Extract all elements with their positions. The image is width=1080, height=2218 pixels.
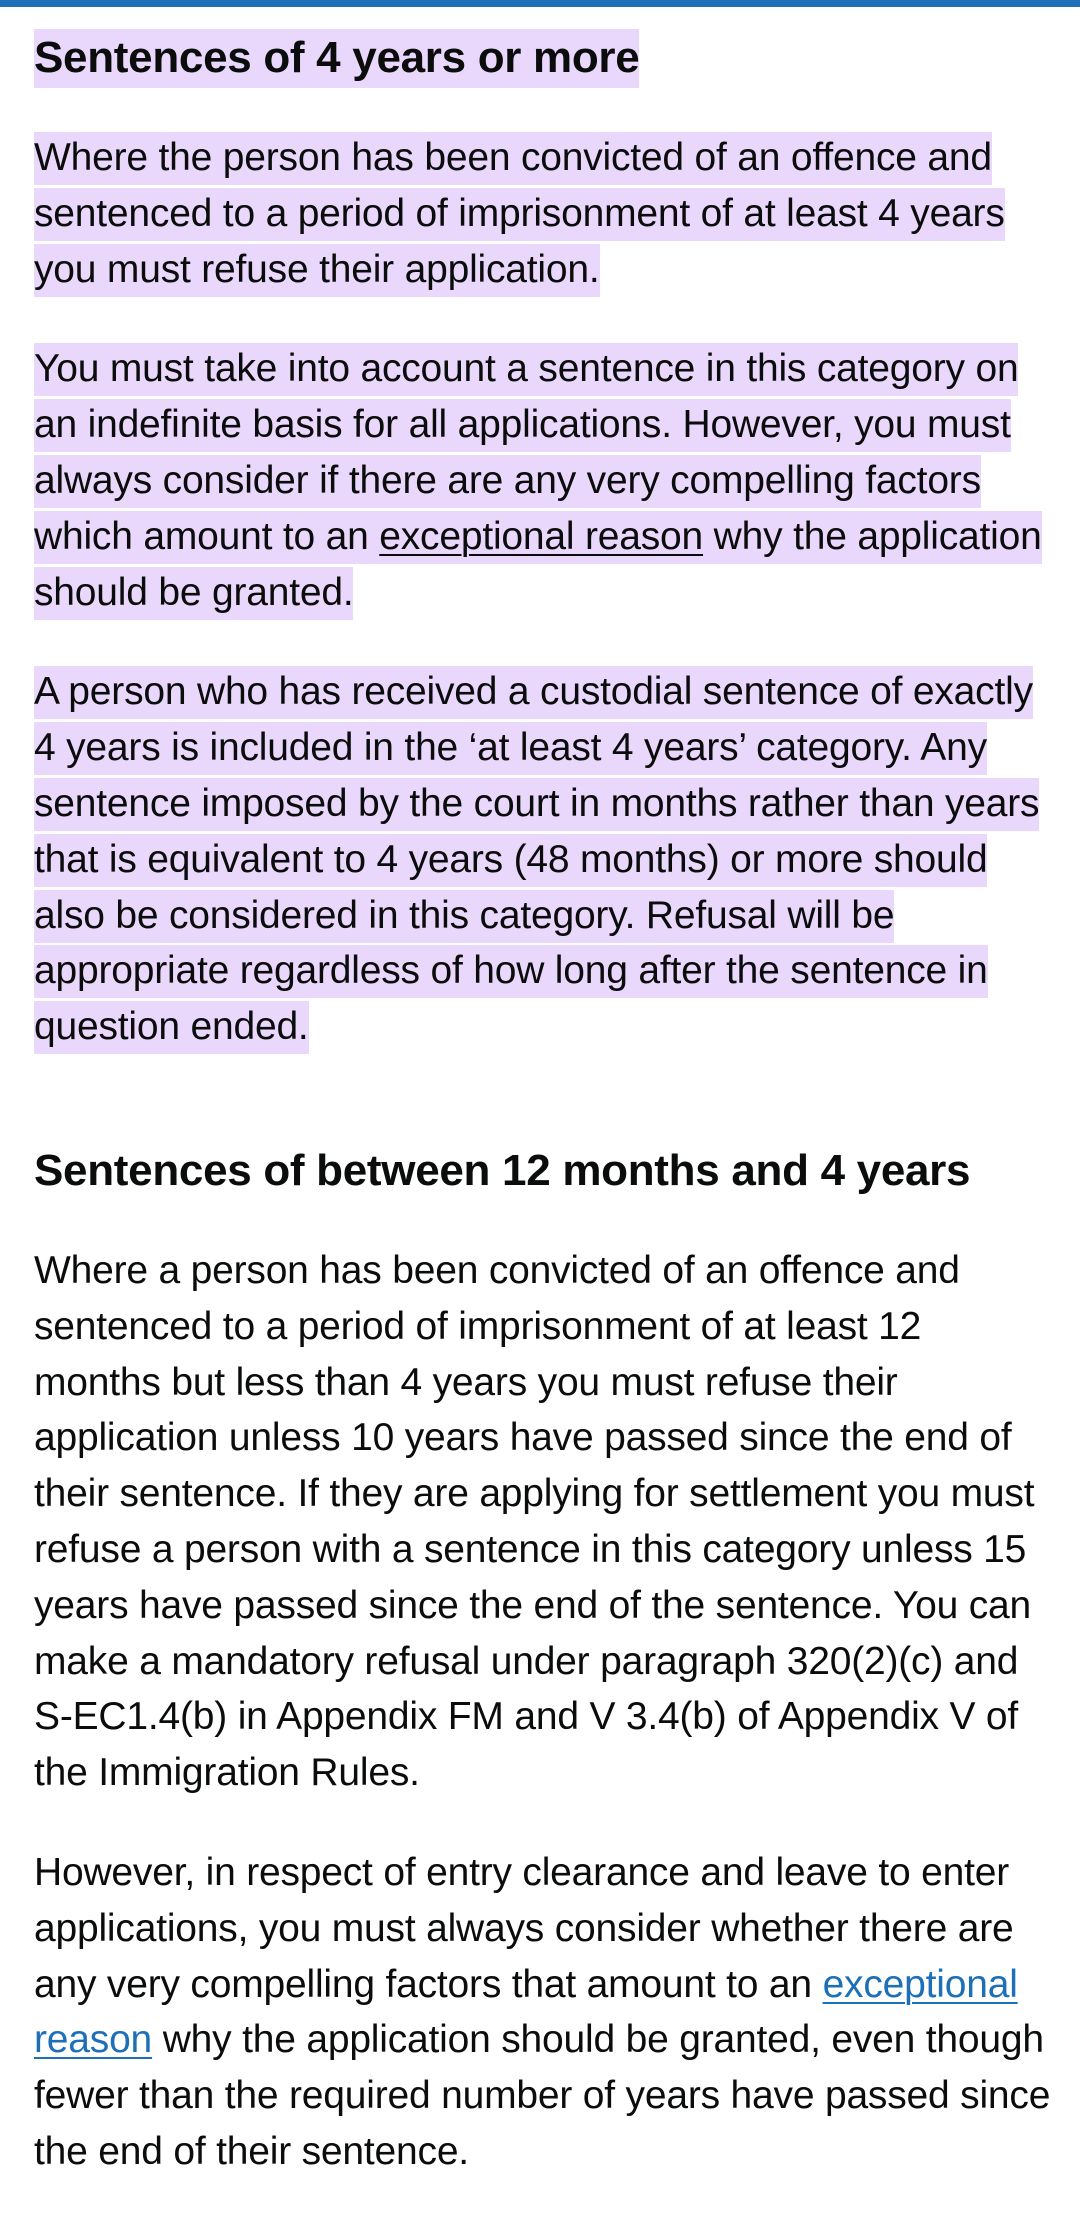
paragraph-highlight (34, 343, 1042, 619)
heading-highlight: Sentences of 4 years or more (34, 29, 639, 88)
section-heading-12-months-to-4-years: Sentences of between 12 months and 4 years (34, 1145, 971, 1195)
paragraph-refuse-12-months-to-4-years: Where a person has been convicted of an offence and sentenced to a period of imprisonment of at least 12 months but less than 4 years you must refuse their application unless 10 years have passed since the end of their sentence. If they are applying for settlement you must refuse a person with a sentence in this category unless 15 years have passed since the end of the sentence. You can make a mandatory refusal under paragraph 320(2)(c) and S-EC1.4(b) in Appendix FM and V 3.4(b) of Appendix V of the Immigration Rules. (34, 1248, 1035, 1795)
paragraph-text: why the application should be granted, even though fewer than the required number of years have passed since the end of their sentence. (34, 2018, 1051, 2173)
paragraph-refuse-4-years (34, 130, 1054, 297)
section-heading-4-years-or-more (34, 30, 1054, 86)
top-accent-bar (0, 0, 1080, 7)
exceptional-reason-link[interactable]: exceptional reason (34, 1962, 1018, 2062)
paragraph-text: You must take into account a sentence in this category on an indefinite basis for all applications. However, you must always consider if there are any very compelling factors which amount to an (34, 347, 1019, 558)
paragraph-text: However, in respect of entry clearance and leave to enter applications, you must always consider whether there are any very compelling factors that amount to an (34, 1850, 1014, 2006)
paragraph-highlight: A person who has received a custodial sentence of exactly 4 years is included in the ‘at least 4 years’ category. Any sentence imposed by the court in months rather than years that is equivalent to 4 years (48 months) or more should also be considered in this category. Refusal will be appropriate regardless of how long after the sentence in question ended. (34, 666, 1039, 1054)
article-content (34, 30, 1054, 2180)
paragraph-entry-clearance-exception (34, 1845, 1054, 2180)
paragraph-indefinite-basis (34, 341, 1054, 620)
paragraph-highlight: Where the person has been convicted of an offence and sentenced to a period of imprisonment of at least 4 years you must refuse their application. (34, 132, 1005, 297)
paragraph-custodial-sentence-exactly-4-years (34, 664, 1054, 1055)
exceptional-reason-link[interactable]: exceptional reason (379, 514, 704, 558)
paragraph-text: why the application should be granted. (34, 514, 1042, 614)
